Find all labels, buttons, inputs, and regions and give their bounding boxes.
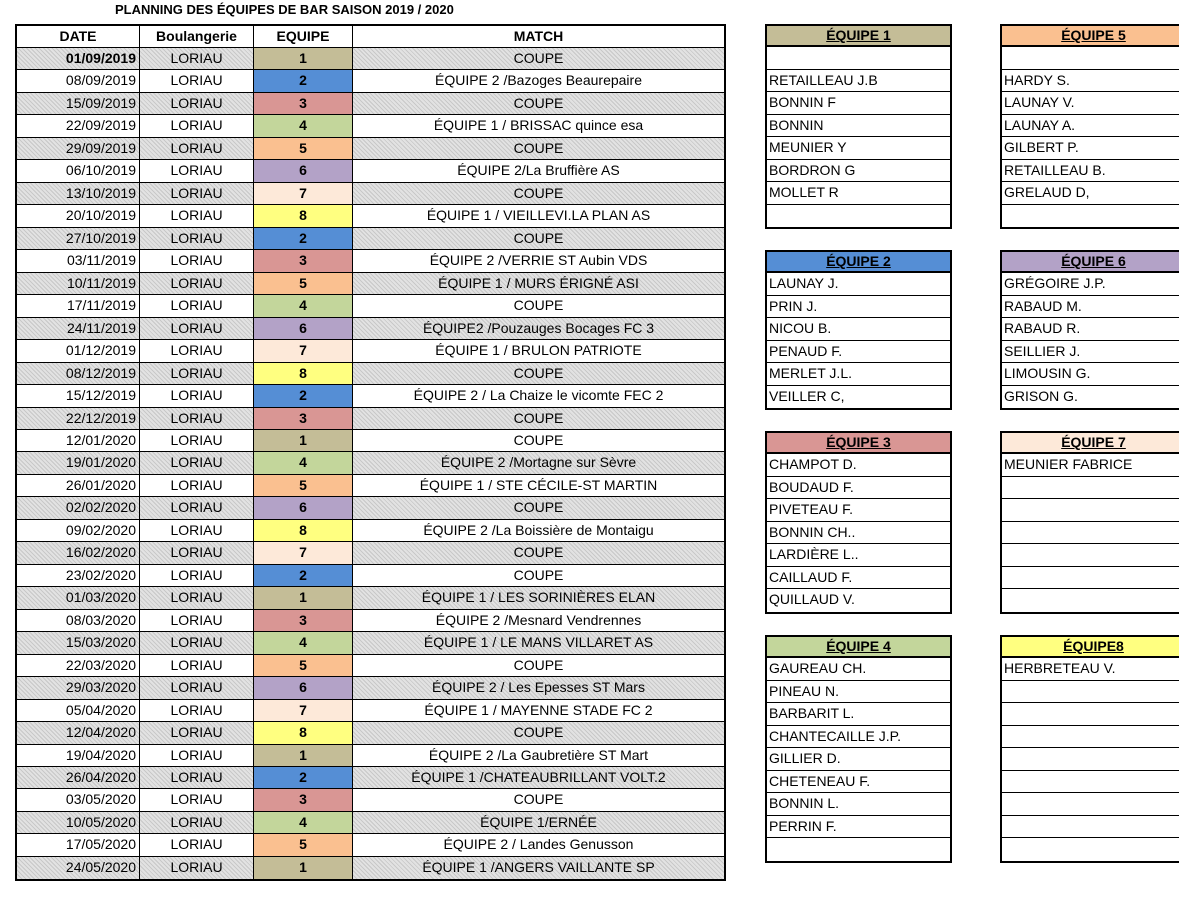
table-row bbox=[17, 48, 724, 70]
table-row bbox=[17, 318, 724, 340]
equipe-cell: 7 bbox=[254, 542, 353, 563]
boulangerie-cell: LORIAU bbox=[140, 610, 254, 631]
date-cell: 01/03/2020 bbox=[17, 587, 140, 608]
match-cell: ÉQUIPE 1 /CHATEAUBRILLANT VOLT.2 bbox=[411, 769, 666, 785]
date-cell: 08/03/2020 bbox=[17, 610, 140, 631]
table-row bbox=[17, 205, 724, 227]
equipe-cell: 7 bbox=[254, 183, 353, 204]
team-member: PRIN J. bbox=[767, 296, 950, 319]
match-cell: COUPE bbox=[513, 364, 564, 381]
team-member: LAUNAY A. bbox=[1002, 115, 1179, 138]
table-row bbox=[17, 70, 724, 92]
match-cell: ÉQUIPE 1 / VIEILLEVI.LA PLAN AS bbox=[426, 207, 651, 224]
team-member: GRELAUD D, bbox=[1002, 182, 1179, 205]
team-header: ÉQUIPE 3 bbox=[767, 433, 950, 454]
table-row bbox=[17, 93, 724, 115]
team-member: CHETENEAU F. bbox=[767, 771, 950, 794]
team-member: MERLET J.L. bbox=[767, 363, 950, 386]
date-cell: 19/04/2020 bbox=[17, 745, 140, 766]
team-member: BORDRON G bbox=[767, 160, 950, 183]
boulangerie-cell: LORIAU bbox=[140, 587, 254, 608]
date-cell: 19/01/2020 bbox=[17, 452, 140, 473]
team-member: PENAUD F. bbox=[767, 341, 950, 364]
boulangerie-cell: LORIAU bbox=[140, 408, 254, 429]
match-cell: ÉQUIPE 1 /ANGERS VAILLANTE SP bbox=[422, 858, 655, 875]
boulangerie-cell: LORIAU bbox=[140, 497, 254, 518]
match-cell: ÉQUIPE 2 /Mesnard Vendrennes bbox=[435, 611, 642, 628]
date-cell: 13/10/2019 bbox=[17, 183, 140, 204]
team-member: GRISON G. bbox=[1004, 387, 1078, 404]
team-member: RABAUD M. bbox=[1002, 296, 1179, 319]
match-cell: COUPE bbox=[513, 50, 564, 66]
team-header: ÉQUIPE 2 bbox=[767, 252, 950, 273]
header-match: MATCH bbox=[513, 28, 564, 44]
boulangerie-cell: LORIAU bbox=[140, 48, 254, 69]
team-header: ÉQUIPE 5 bbox=[1002, 26, 1179, 47]
table-row bbox=[17, 677, 724, 699]
equipe-cell: 2 bbox=[254, 228, 353, 249]
table-row bbox=[17, 273, 724, 295]
team-member bbox=[1002, 748, 1179, 771]
date-cell: 29/03/2020 bbox=[17, 677, 140, 698]
table-row bbox=[17, 295, 724, 317]
team-header: ÉQUIPE 4 bbox=[767, 637, 950, 658]
boulangerie-cell: LORIAU bbox=[140, 318, 254, 339]
team-member: BOUDAUD F. bbox=[767, 477, 950, 500]
equipe-cell: 6 bbox=[254, 497, 353, 518]
team-member bbox=[767, 205, 950, 228]
team-member: LIMOUSIN G. bbox=[1002, 363, 1179, 386]
team-member bbox=[1002, 726, 1179, 749]
table-row bbox=[17, 632, 724, 654]
equipe-cell: 4 bbox=[254, 295, 353, 316]
team-table bbox=[765, 431, 952, 614]
boulangerie-cell: LORIAU bbox=[140, 205, 254, 226]
date-cell: 22/12/2019 bbox=[17, 408, 140, 429]
team-member: HERBRETEAU V. bbox=[1002, 658, 1179, 681]
match-cell: COUPE bbox=[513, 409, 564, 426]
boulangerie-cell: LORIAU bbox=[140, 745, 254, 766]
table-row bbox=[17, 812, 724, 834]
match-cell: ÉQUIPE 2 / La Chaize le vicomte FEC 2 bbox=[413, 387, 664, 404]
equipe-cell: 8 bbox=[254, 363, 353, 384]
team-member bbox=[1002, 703, 1179, 726]
equipe-cell: 3 bbox=[254, 93, 353, 114]
table-row bbox=[17, 115, 724, 137]
team-member bbox=[1002, 205, 1179, 228]
date-cell: 03/05/2020 bbox=[17, 789, 140, 810]
boulangerie-cell: LORIAU bbox=[140, 452, 254, 473]
team-member bbox=[1002, 793, 1179, 816]
boulangerie-cell: LORIAU bbox=[140, 722, 254, 743]
match-cell: COUPE bbox=[513, 431, 564, 448]
schedule-table bbox=[15, 24, 726, 881]
equipe-cell: 2 bbox=[254, 70, 353, 91]
match-cell: ÉQUIPE 1 / STE CÉCILE-ST MARTIN bbox=[419, 476, 658, 493]
equipe-cell: 3 bbox=[254, 250, 353, 271]
date-cell: 15/09/2019 bbox=[17, 93, 140, 114]
team-member: BARBARIT L. bbox=[767, 703, 950, 726]
match-cell: COUPE bbox=[513, 499, 564, 516]
equipe-cell: 7 bbox=[254, 700, 353, 721]
table-row bbox=[17, 857, 724, 879]
boulangerie-cell: LORIAU bbox=[140, 520, 254, 541]
boulangerie-cell: LORIAU bbox=[140, 767, 254, 788]
match-cell: COUPE bbox=[513, 566, 564, 583]
equipe-cell: 4 bbox=[254, 115, 353, 136]
date-cell: 01/12/2019 bbox=[17, 340, 140, 361]
equipe-cell: 2 bbox=[254, 385, 353, 406]
team-table bbox=[765, 24, 952, 229]
header-date: DATE bbox=[17, 26, 140, 47]
equipe-cell: 7 bbox=[254, 340, 353, 361]
boulangerie-cell: LORIAU bbox=[140, 655, 254, 676]
team-member: RETAILLEAU J.B bbox=[767, 70, 950, 93]
match-cell: COUPE bbox=[513, 297, 564, 314]
equipe-cell: 4 bbox=[254, 632, 353, 653]
team-header: ÉQUIPE8 bbox=[1002, 637, 1179, 658]
date-cell: 17/05/2020 bbox=[17, 834, 140, 855]
date-cell: 17/11/2019 bbox=[17, 295, 140, 316]
boulangerie-cell: LORIAU bbox=[140, 812, 254, 833]
team-member: BONNIN CH.. bbox=[767, 522, 950, 545]
table-row bbox=[17, 408, 724, 430]
team-member bbox=[1002, 771, 1179, 794]
date-cell: 22/03/2020 bbox=[17, 655, 140, 676]
equipe-cell: 6 bbox=[254, 677, 353, 698]
team-header: ÉQUIPE 1 bbox=[767, 26, 950, 47]
date-cell: 03/11/2019 bbox=[17, 250, 140, 271]
match-cell: COUPE bbox=[513, 184, 564, 201]
team-member bbox=[767, 838, 950, 861]
date-cell: 09/02/2020 bbox=[17, 520, 140, 541]
team-table bbox=[1000, 635, 1179, 863]
header-boulangerie: Boulangerie bbox=[140, 26, 254, 47]
date-cell: 29/09/2019 bbox=[17, 138, 140, 159]
schedule-header-row bbox=[17, 26, 724, 48]
boulangerie-cell: LORIAU bbox=[140, 542, 254, 563]
team-member bbox=[1002, 681, 1179, 704]
boulangerie-cell: LORIAU bbox=[140, 160, 254, 181]
team-member: CHAMPOT D. bbox=[767, 454, 950, 477]
match-cell: COUPE bbox=[513, 139, 564, 156]
team-member bbox=[1002, 499, 1179, 522]
match-cell: COUPE bbox=[513, 791, 564, 808]
table-row bbox=[17, 160, 724, 182]
boulangerie-cell: LORIAU bbox=[140, 273, 254, 294]
equipe-cell: 1 bbox=[254, 745, 353, 766]
match-cell: ÉQUIPE 2 /VERRIE ST Aubin VDS bbox=[429, 252, 648, 269]
match-cell: ÉQUIPE 1 / MAYENNE STADE FC 2 bbox=[424, 701, 653, 718]
table-row bbox=[17, 138, 724, 160]
team-member bbox=[1002, 838, 1179, 861]
team-member: PINEAU N. bbox=[767, 681, 950, 704]
team-member: SEILLIER J. bbox=[1002, 341, 1179, 364]
table-row bbox=[17, 497, 724, 519]
boulangerie-cell: LORIAU bbox=[140, 632, 254, 653]
equipe-cell: 4 bbox=[254, 452, 353, 473]
team-member bbox=[1002, 477, 1179, 500]
equipe-cell: 5 bbox=[254, 273, 353, 294]
date-cell: 24/11/2019 bbox=[17, 318, 140, 339]
team-member: GRÉGOIRE J.P. bbox=[1002, 273, 1179, 296]
team-table bbox=[765, 250, 952, 410]
match-cell: COUPE bbox=[513, 656, 564, 673]
boulangerie-cell: LORIAU bbox=[140, 385, 254, 406]
date-cell: 10/05/2020 bbox=[17, 812, 140, 833]
team-member bbox=[1002, 816, 1179, 839]
match-cell: ÉQUIPE 2 /La Boissière de Montaigu bbox=[423, 521, 654, 538]
boulangerie-cell: LORIAU bbox=[140, 565, 254, 586]
team-member bbox=[1002, 544, 1179, 567]
match-cell: COUPE bbox=[513, 724, 564, 741]
team-member: MOLLET R bbox=[767, 182, 950, 205]
table-row bbox=[17, 475, 724, 497]
team-member: BONNIN bbox=[767, 115, 950, 138]
date-cell: 08/09/2019 bbox=[17, 70, 140, 91]
date-cell: 12/01/2020 bbox=[17, 430, 140, 451]
date-cell: 10/11/2019 bbox=[17, 273, 140, 294]
table-row bbox=[17, 542, 724, 564]
team-member bbox=[1002, 567, 1179, 590]
match-cell: ÉQUIPE 1 / BRULON PATRIOTE bbox=[435, 342, 642, 359]
date-cell: 23/02/2020 bbox=[17, 565, 140, 586]
match-cell: ÉQUIPE 2 /Mortagne sur Sèvre bbox=[440, 454, 637, 471]
table-row bbox=[17, 767, 724, 789]
team-member: CHANTECAILLE J.P. bbox=[767, 726, 950, 749]
date-cell: 20/10/2019 bbox=[17, 205, 140, 226]
date-cell: 16/02/2020 bbox=[17, 542, 140, 563]
team-table bbox=[1000, 431, 1179, 614]
team-member bbox=[767, 47, 950, 70]
date-cell: 15/03/2020 bbox=[17, 632, 140, 653]
boulangerie-cell: LORIAU bbox=[140, 363, 254, 384]
equipe-cell: 5 bbox=[254, 655, 353, 676]
boulangerie-cell: LORIAU bbox=[140, 70, 254, 91]
boulangerie-cell: LORIAU bbox=[140, 430, 254, 451]
match-cell: COUPE bbox=[513, 544, 564, 561]
team-member: MEUNIER Y bbox=[767, 137, 950, 160]
team-member: CAILLAUD F. bbox=[767, 567, 950, 590]
equipe-cell: 8 bbox=[254, 205, 353, 226]
team-member: VEILLER C, bbox=[769, 387, 845, 404]
team-member bbox=[1002, 589, 1179, 612]
table-row bbox=[17, 745, 724, 767]
table-row bbox=[17, 250, 724, 272]
boulangerie-cell: LORIAU bbox=[140, 228, 254, 249]
match-cell: ÉQUIPE 1 / MURS ÉRIGNÉ ASI bbox=[438, 274, 639, 291]
team-table bbox=[765, 635, 952, 863]
team-member: GILLIER D. bbox=[767, 748, 950, 771]
boulangerie-cell: LORIAU bbox=[140, 295, 254, 316]
table-row bbox=[17, 385, 724, 407]
boulangerie-cell: LORIAU bbox=[140, 677, 254, 698]
boulangerie-cell: LORIAU bbox=[140, 789, 254, 810]
team-member: RETAILLEAU B. bbox=[1002, 160, 1179, 183]
match-cell: ÉQUIPE 2 / Landes Genusson bbox=[443, 836, 634, 853]
page-title: PLANNING DES ÉQUIPES DE BAR SAISON 2019 / 2020 bbox=[115, 2, 454, 17]
team-member: QUILLAUD V. bbox=[769, 591, 855, 607]
boulangerie-cell: LORIAU bbox=[140, 834, 254, 855]
boulangerie-cell: LORIAU bbox=[140, 115, 254, 136]
match-cell: ÉQUIPE 1 / BRISSAC quince esa bbox=[433, 117, 644, 134]
table-row bbox=[17, 340, 724, 362]
table-row bbox=[17, 228, 724, 250]
team-member: LAUNAY V. bbox=[1002, 92, 1179, 115]
equipe-cell: 4 bbox=[254, 812, 353, 833]
boulangerie-cell: LORIAU bbox=[140, 93, 254, 114]
date-cell: 26/01/2020 bbox=[17, 475, 140, 496]
boulangerie-cell: LORIAU bbox=[140, 183, 254, 204]
team-table bbox=[1000, 24, 1179, 229]
match-cell: COUPE bbox=[513, 94, 564, 111]
equipe-cell: 2 bbox=[254, 565, 353, 586]
equipe-cell: 8 bbox=[254, 520, 353, 541]
match-cell: ÉQUIPE 1 / LES SORINIÈRES ELAN bbox=[421, 589, 656, 606]
team-member bbox=[1002, 522, 1179, 545]
equipe-cell: 5 bbox=[254, 475, 353, 496]
equipe-cell: 1 bbox=[254, 430, 353, 451]
equipe-cell: 5 bbox=[254, 138, 353, 159]
team-header: ÉQUIPE 7 bbox=[1002, 433, 1179, 454]
equipe-cell: 1 bbox=[254, 857, 353, 879]
date-cell: 12/04/2020 bbox=[17, 722, 140, 743]
team-member: GILBERT P. bbox=[1002, 137, 1179, 160]
date-cell: 06/10/2019 bbox=[17, 160, 140, 181]
team-member: RABAUD R. bbox=[1002, 318, 1179, 341]
team-member: NICOU B. bbox=[767, 318, 950, 341]
date-cell: 15/12/2019 bbox=[17, 385, 140, 406]
table-row bbox=[17, 452, 724, 474]
table-row bbox=[17, 655, 724, 677]
equipe-cell: 1 bbox=[254, 587, 353, 608]
equipe-cell: 6 bbox=[254, 160, 353, 181]
table-row bbox=[17, 700, 724, 722]
team-member: MEUNIER FABRICE bbox=[1002, 454, 1179, 477]
equipe-cell: 8 bbox=[254, 722, 353, 743]
team-member: LAUNAY J. bbox=[767, 273, 950, 296]
team-member: GAUREAU CH. bbox=[767, 658, 950, 681]
date-cell: 24/05/2020 bbox=[17, 857, 140, 879]
team-member: LARDIÈRE L.. bbox=[767, 544, 950, 567]
date-cell: 05/04/2020 bbox=[17, 700, 140, 721]
match-cell: ÉQUIPE 2 /La Gaubretière ST Mart bbox=[428, 746, 649, 763]
match-cell: ÉQUIPE 2/La Bruffière AS bbox=[457, 162, 620, 179]
table-row bbox=[17, 789, 724, 811]
team-header: ÉQUIPE 6 bbox=[1002, 252, 1179, 273]
team-table bbox=[1000, 250, 1179, 410]
table-row bbox=[17, 587, 724, 609]
team-member: PERRIN F. bbox=[767, 816, 950, 839]
boulangerie-cell: LORIAU bbox=[140, 857, 254, 879]
equipe-cell: 3 bbox=[254, 789, 353, 810]
table-row bbox=[17, 183, 724, 205]
date-cell: 27/10/2019 bbox=[17, 228, 140, 249]
date-cell: 26/04/2020 bbox=[17, 767, 140, 788]
header-equipe: EQUIPE bbox=[254, 26, 353, 47]
table-row bbox=[17, 834, 724, 856]
team-member: BONNIN L. bbox=[767, 793, 950, 816]
boulangerie-cell: LORIAU bbox=[140, 250, 254, 271]
table-row bbox=[17, 430, 724, 452]
boulangerie-cell: LORIAU bbox=[140, 340, 254, 361]
equipe-cell: 1 bbox=[254, 48, 353, 69]
date-cell: 01/09/2019 bbox=[17, 48, 140, 69]
match-cell: COUPE bbox=[513, 229, 564, 246]
table-row bbox=[17, 722, 724, 744]
boulangerie-cell: LORIAU bbox=[140, 138, 254, 159]
team-member bbox=[1002, 47, 1179, 70]
table-row bbox=[17, 363, 724, 385]
match-cell: ÉQUIPE 2 /Bazoges Beaurepaire bbox=[434, 72, 642, 89]
equipe-cell: 2 bbox=[254, 767, 353, 788]
date-cell: 08/12/2019 bbox=[17, 363, 140, 384]
team-member: BONNIN F bbox=[767, 92, 950, 115]
team-member: HARDY S. bbox=[1002, 70, 1179, 93]
match-cell: ÉQUIPE 1 / LE MANS VILLARET AS bbox=[423, 634, 654, 651]
table-row bbox=[17, 610, 724, 632]
date-cell: 22/09/2019 bbox=[17, 115, 140, 136]
match-cell: ÉQUIPE 2 / Les Epesses ST Mars bbox=[432, 679, 645, 696]
team-member: PIVETEAU F. bbox=[767, 499, 950, 522]
table-row bbox=[17, 565, 724, 587]
match-cell: ÉQUIPE2 /Pouzauges Bocages FC 3 bbox=[422, 319, 655, 336]
equipe-cell: 3 bbox=[254, 610, 353, 631]
boulangerie-cell: LORIAU bbox=[140, 700, 254, 721]
boulangerie-cell: LORIAU bbox=[140, 475, 254, 496]
equipe-cell: 5 bbox=[254, 834, 353, 855]
equipe-cell: 3 bbox=[254, 408, 353, 429]
table-row bbox=[17, 520, 724, 542]
equipe-cell: 6 bbox=[254, 318, 353, 339]
date-cell: 02/02/2020 bbox=[17, 497, 140, 518]
match-cell: ÉQUIPE 1/ERNÉE bbox=[480, 813, 597, 830]
